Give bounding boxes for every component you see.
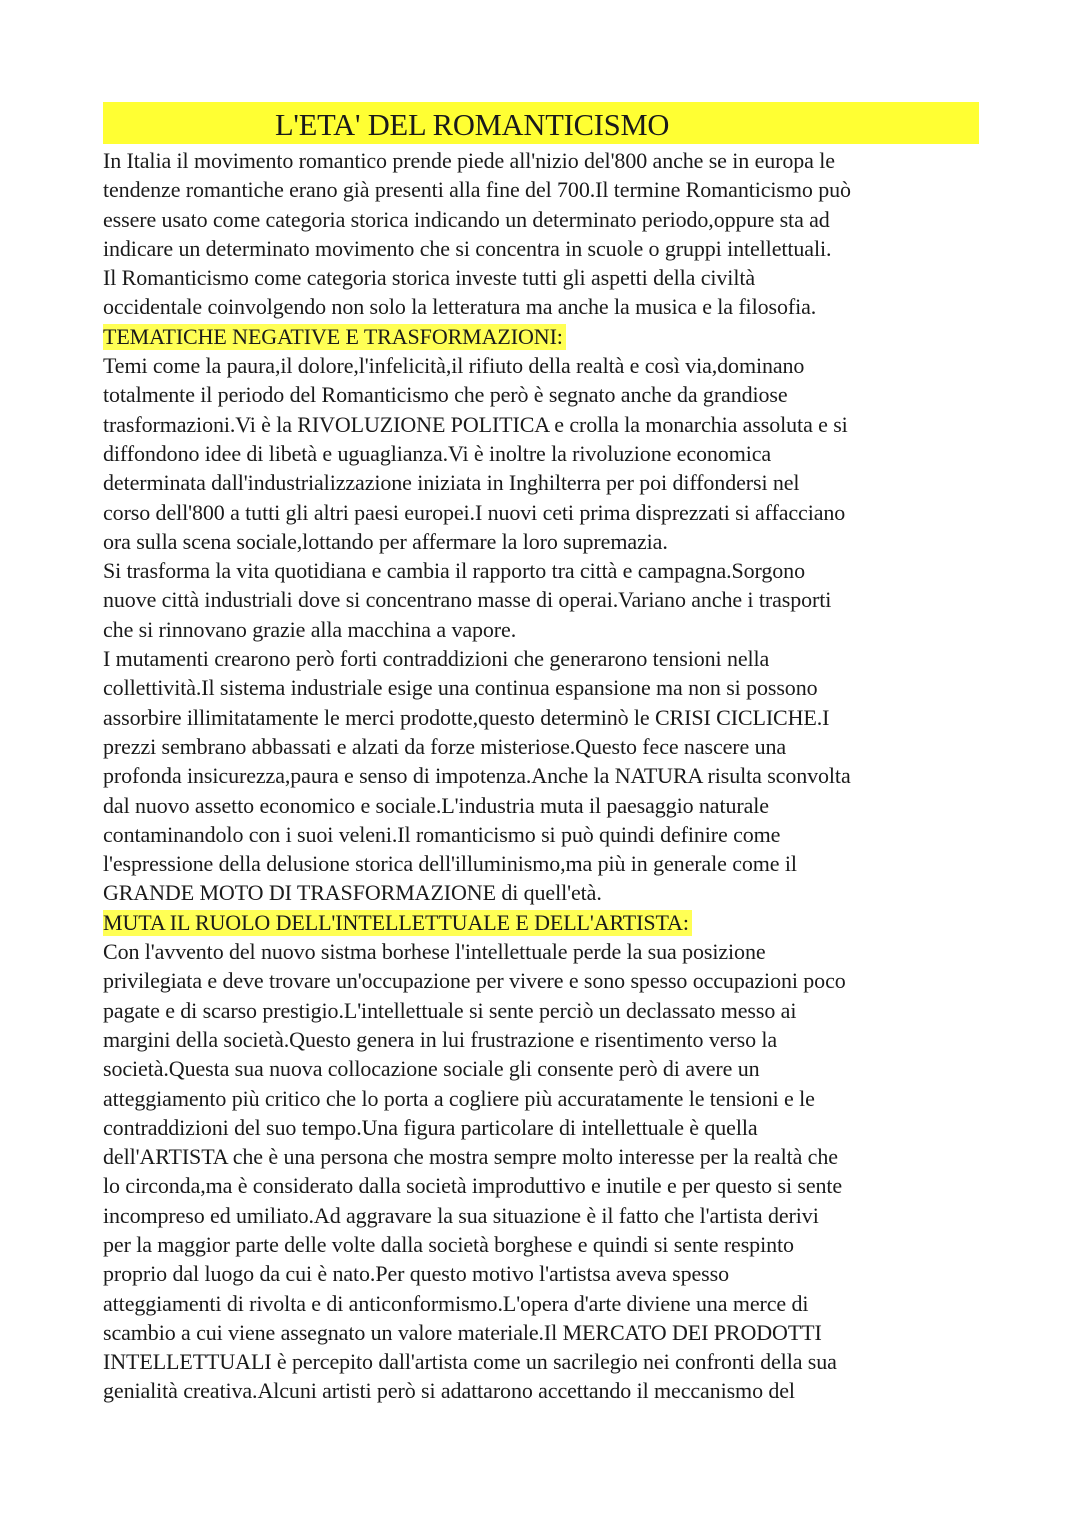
text-line: scambio a cui viene assegnato un valore materiale.Il MERCATO DEI PRODOTTI — [103, 1319, 822, 1345]
text-line: atteggiamenti di rivolta e di anticonformismo.L'opera d'arte diviene una merce di — [103, 1290, 809, 1316]
text-line: Si trasforma la vita quotidiana e cambia il rapporto tra città e campagna.Sorgono — [103, 558, 805, 584]
text-line: Il Romanticismo come categoria storica investe tutti gli aspetti della civiltà — [103, 265, 756, 291]
text-line: determinata dall'industrializzazione iniziata in Inghilterra per poi diffondersi nel — [103, 470, 800, 496]
section-heading-2-row — [103, 908, 979, 937]
text-line: pagate e di scarso prestigio.L'intellettuale si sente perciò un declassato messo ai — [103, 997, 797, 1023]
text-line: contraddizioni del suo tempo.Una figura particolare di intellettuale è quella — [103, 1114, 758, 1140]
section-heading-1: TEMATICHE NEGATIVE E TRASFORMAZIONI: — [103, 324, 566, 350]
text-line: diffondono idee di libetà e uguaglianza.Vi è inoltre la rivoluzione economica — [103, 440, 772, 466]
text-line: I mutamenti crearono però forti contraddizioni che generarono tensioni nella — [103, 646, 770, 672]
text-line: margini della società.Questo genera in lui frustrazione e risentimento verso la — [103, 1026, 778, 1052]
text-line: dal nuovo assetto economico e sociale.L'industria muta il paesaggio naturale — [103, 792, 769, 818]
text-line: indicare un determinato movimento che si concentra in scuole o gruppi intellettuali. — [103, 235, 832, 261]
text-line: dell'ARTISTA che è una persona che mostra sempre molto interesse per la realtà che — [103, 1144, 838, 1170]
text-line: GRANDE MOTO DI TRASFORMAZIONE di quell'età. — [103, 880, 602, 906]
section-heading-1-row — [103, 322, 979, 351]
text-line: incompreso ed umiliato.Ad aggravare la sua situazione è il fatto che l'artista derivi — [103, 1202, 819, 1228]
text-line: che si rinnovano grazie alla macchina a vapore. — [103, 616, 517, 642]
section-heading-2: MUTA IL RUOLO DELL'INTELLETTUALE E DELL'ARTISTA: — [103, 910, 692, 936]
text-line: lo circonda,ma è considerato dalla società improduttivo e inutile e per questo si sente — [103, 1173, 843, 1199]
text-line: atteggiamento più critico che lo porta a cogliere più accuratamente le tensioni e le — [103, 1085, 815, 1111]
document-title: L'ETA' DEL ROMANTICISMO — [275, 108, 670, 142]
text-line: per la maggior parte delle volte dalla società borghese e quindi si sente respinto — [103, 1231, 794, 1257]
text-line: genialità creativa.Alcuni artisti però si adattarono accettando il meccanismo del — [103, 1378, 795, 1404]
text-line: corso dell'800 a tutti gli altri paesi europei.I nuovi ceti prima disprezzati si affacciano — [103, 499, 846, 525]
text-line: totalmente il periodo del Romanticismo che però è segnato anche da grandiose — [103, 382, 788, 408]
text-line: collettività.Il sistema industriale esige una continua espansione ma non si possono — [103, 675, 818, 701]
title-highlight — [103, 102, 979, 144]
text-line: l'espressione della delusione storica dell'illuminismo,ma più in generale come il — [103, 851, 797, 877]
text-line: tendenze romantiche erano già presenti alla fine del 700.Il termine Romanticismo può — [103, 177, 851, 203]
text-line: proprio dal luogo da cui è nato.Per questo motivo l'artistsa aveva spesso — [103, 1261, 729, 1287]
text-line: società.Questa sua nuova collocazione sociale gli consente però di avere un — [103, 1056, 760, 1082]
text-line: contaminandolo con i suoi veleni.Il romanticismo si può quindi definire come — [103, 821, 781, 847]
text-line: privilegiata e deve trovare un'occupazione per vivere e sono spesso occupazioni poco — [103, 968, 846, 994]
text-line: ora sulla scena sociale,lottando per affermare la loro supremazia. — [103, 528, 668, 554]
text-line: In Italia il movimento romantico prende piede all'nizio del'800 anche se in europa le — [103, 148, 835, 173]
text-line: profonda insicurezza,paura e senso di impotenza.Anche la NATURA risulta sconvolta — [103, 763, 851, 789]
text-line: INTELLETTUALI è percepito dall'artista come un sacrilegio nei confronti della sua — [103, 1349, 837, 1375]
intro-paragraph — [103, 146, 979, 322]
text-line: Temi come la paura,il dolore,l'infelicità,il rifiuto della realtà e così via,dominano — [103, 353, 805, 379]
text-line: assorbire illimitatamente le merci prodotte,questo determinò le CRISI CICLICHE.I — [103, 704, 830, 730]
text-line: essere usato come categoria storica indicando un determinato periodo,oppure sta ad — [103, 206, 830, 232]
text-line: prezzi sembrano abbassati e alzati da forze misteriose.Questo fece nascere una — [103, 733, 787, 759]
section-1-paragraph — [103, 351, 979, 908]
text-line: occidentale coinvolgendo non solo la letteratura ma anche la musica e la filosofia. — [103, 294, 817, 320]
text-line: Con l'avvento del nuovo sistma borhese l'intellettuale perde la sua posizione — [103, 939, 766, 965]
text-line: nuove città industriali dove si concentrano masse di operai.Variano anche i trasporti — [103, 587, 832, 613]
section-2-paragraph — [103, 937, 979, 1406]
text-line: trasformazioni.Vi è la RIVOLUZIONE POLITICA e crolla la monarchia assoluta e si — [103, 411, 848, 437]
document-page — [103, 102, 979, 1406]
